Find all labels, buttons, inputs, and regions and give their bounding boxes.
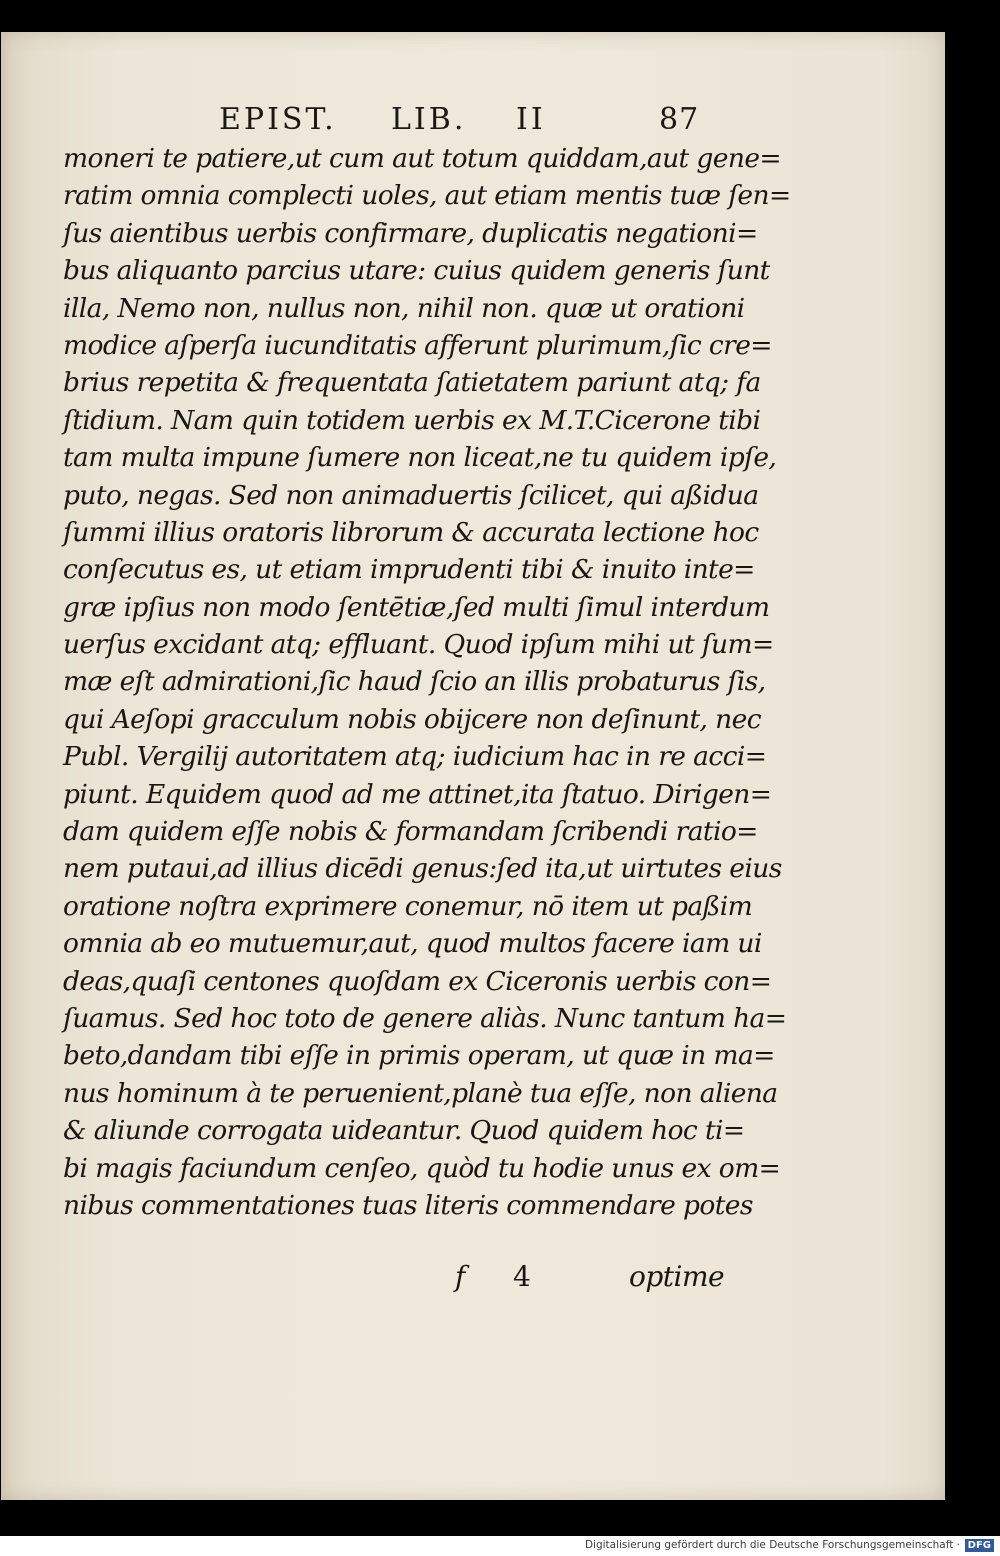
page-footer <box>63 1260 725 1300</box>
text-line: mæ eſt admirationi,ſic haud ſcio an illis probaturus ſis, <box>63 666 766 698</box>
text-line: brius repetita & frequentata ſatietatem pariunt atq; fa <box>63 367 761 399</box>
text-line: & aliunde corrogata uideantur. Quod quidem hoc ti= <box>63 1115 745 1147</box>
body-text <box>63 140 791 1224</box>
text-line: oratione noſtra exprimere conemur, nō item ut paßim <box>63 890 753 922</box>
text-line: bi magis faciundum cenſeo, quòd tu hodie unus ex om= <box>63 1152 781 1184</box>
running-header <box>191 102 711 142</box>
book-page <box>1 32 945 1500</box>
text-line: moneri te patiere,ut cum aut totum quiddam,aut gene= <box>63 143 782 174</box>
credit-bar <box>0 1536 1000 1556</box>
text-line: deas,quaſi centones quoſdam ex Ciceronis uerbis con= <box>63 965 772 997</box>
text-line: ratim omnia complecti uoles, aut etiam mentis tuæ ſen= <box>63 180 791 212</box>
funding-credit: Digitalisierung gefördert durch die Deutsche Forschungsgemeinschaft · <box>584 1539 960 1551</box>
text-line: ſummi illius oratoris librorum & accurata lectione hoc <box>63 516 759 548</box>
text-line: modice aſperſa iucunditatis afferunt plurimum,ſic cre= <box>63 329 772 361</box>
text-line: tam multa impune ſumere non liceat,ne tu quidem ipſe, <box>63 442 777 474</box>
text-line: uerſus excidant atq; effluant. Quod ipſum mihi ut ſum= <box>63 629 774 661</box>
text-line: bus aliquanto parcius utare: cuius quidem generis ſunt <box>63 255 770 287</box>
text-line: nibus commentationes tuas literis commendare potes <box>63 1189 753 1221</box>
catchword: optime <box>629 1260 725 1293</box>
text-line: ſus aientibus uerbis confirmare, duplicatis negationi= <box>63 217 758 249</box>
text-line: qui Aeſopi gracculum nobis obijcere non deſinunt, nec <box>63 703 761 735</box>
text-line: ſuamus. Sed hoc toto de genere aliàs. Nunc tantum ha= <box>63 1002 787 1034</box>
dfg-logo-icon: DFG <box>965 1539 994 1552</box>
text-line: piunt. Equidem quod ad me attinet,ita ſtatuo. Dirigen= <box>63 778 772 810</box>
signature-letter: f <box>455 1260 466 1293</box>
text-line: beto,dandam tibi eſſe in primis operam, ut quæ in ma= <box>63 1040 775 1072</box>
header-lib: LIB. <box>391 102 467 137</box>
text-line: Publ. Vergilij autoritatem atq; iudicium hac in re acci= <box>63 741 767 773</box>
text-line: illa, Nemo non, nullus non, nihil non. quæ ut orationi <box>63 292 745 324</box>
text-line: conſecutus es, ut etiam imprudenti tibi & inuito inte= <box>63 554 755 586</box>
text-line: ſtidium. Nam quin totidem uerbis ex M.T.Cicerone tibi <box>63 404 761 436</box>
text-line: puto, negas. Sed non animaduertis ſcilicet, qui aßidua <box>63 479 759 511</box>
header-title: EPIST. <box>219 102 337 137</box>
header-book-number: II <box>516 102 546 137</box>
text-line: græ ipſius non modo ſentētiæ,ſed multi ſimul interdum <box>63 591 770 623</box>
text-line: nus hominum à te peruenient,planè tua eſſe, non aliena <box>63 1077 778 1109</box>
signature-number: 4 <box>513 1260 531 1293</box>
text-line: dam quidem eſſe nobis & formandam ſcribendi ratio= <box>63 816 758 848</box>
page-number: 87 <box>659 102 700 137</box>
text-line: nem putaui,ad illius dicēdi genus:ſed ita,ut uirtutes eius <box>63 853 782 885</box>
text-line: omnia ab eo mutuemur,aut, quod multos facere iam ui <box>63 928 762 960</box>
